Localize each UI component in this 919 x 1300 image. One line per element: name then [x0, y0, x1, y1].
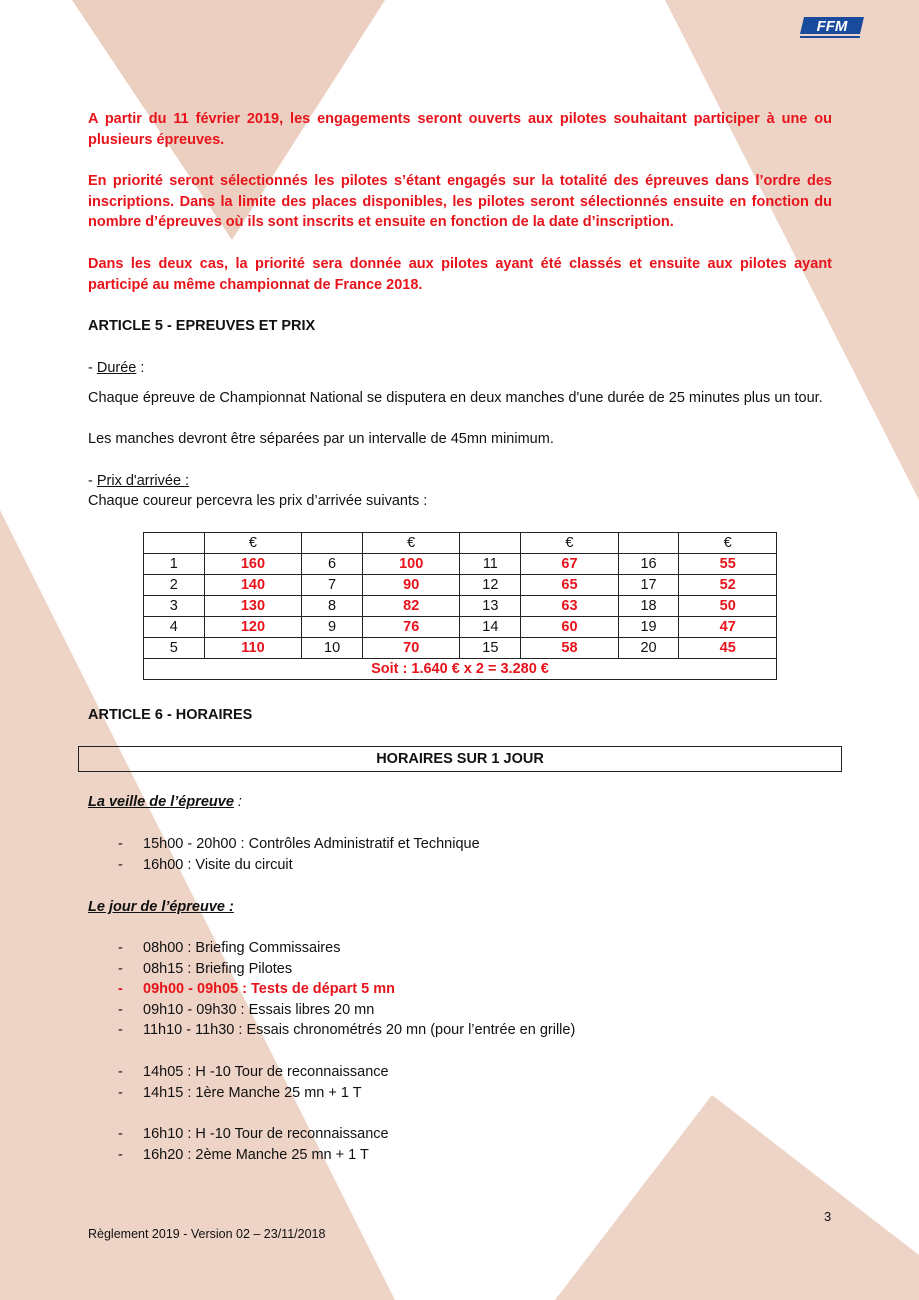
table-row — [144, 617, 777, 638]
prize-cell: 140 — [204, 575, 302, 596]
rank-cell: 16 — [618, 554, 679, 575]
prize-cell: 110 — [204, 638, 302, 659]
duree-label: Durée — [96, 360, 137, 376]
horaires-box-title: HORAIRES SUR 1 JOUR — [78, 746, 842, 772]
list-item: - 11h10 - 11h30 : Essais chronométrés 20 mn (pour l’entrée en grille) — [118, 1020, 818, 1041]
prize-cell: 67 — [521, 554, 619, 575]
intro-paragraph-2: En priorité seront sélectionnés les pilotes s’étant engagés sur la totalité des épreuves dans l’ordre des inscriptions. Dans la limite des places disponibles, les pilotes seront sélectionnés ensuite en fonction du nombre d’épreuves où ils sont inscrits et ensuite en fonction de la date d’inscription. — [88, 173, 832, 230]
prize-cell: 130 — [204, 596, 302, 617]
table-row — [144, 575, 777, 596]
list-item: - 15h00 - 20h00 : Contrôles Administratif et Technique — [118, 834, 818, 855]
rank-cell: 12 — [460, 575, 521, 596]
list-item-highlight: - 09h00 - 09h05 : Tests de départ 5 mn — [118, 979, 818, 1000]
rank-cell: 14 — [460, 617, 521, 638]
prix-label: Prix d'arrivée : — [96, 473, 190, 489]
rank-cell: 8 — [302, 596, 363, 617]
prize-cell: 70 — [362, 638, 460, 659]
rank-cell: 15 — [460, 638, 521, 659]
rank-cell: 5 — [144, 638, 205, 659]
rank-cell: 2 — [144, 575, 205, 596]
intro-paragraph-1: A partir du 11 février 2019, les engagements seront ouverts aux pilotes souhaitant participer à une ou plusieurs épreuves. — [88, 111, 832, 148]
prize-cell: 160 — [204, 554, 302, 575]
prize-total-row — [144, 659, 777, 680]
prix-text: Chaque coureur percevra les prix d’arrivée suivants : — [88, 493, 428, 509]
rank-cell: 17 — [618, 575, 679, 596]
rank-cell: 6 — [302, 554, 363, 575]
footer-version: Règlement 2019 - Version 02 – 23/11/2018 — [88, 1227, 326, 1241]
page-number: 3 — [824, 1209, 832, 1224]
article6-title: ARTICLE 6 - HORAIRES — [88, 707, 253, 723]
prize-cell: 55 — [679, 554, 777, 575]
rank-cell: 18 — [618, 596, 679, 617]
jour-list-race2 — [118, 1124, 818, 1165]
prize-total: Soit : 1.640 € x 2 = 3.280 € — [144, 659, 777, 680]
jour-label: Le jour de l’épreuve : — [88, 899, 234, 915]
currency-header: € — [521, 533, 619, 554]
ffm-logo — [798, 14, 866, 42]
veille-list — [118, 834, 818, 875]
rank-cell: 20 — [618, 638, 679, 659]
prize-cell: 76 — [362, 617, 460, 638]
jour-heading — [88, 897, 832, 918]
rank-cell: 13 — [460, 596, 521, 617]
currency-header: € — [679, 533, 777, 554]
jour-list-morning — [118, 938, 818, 1041]
prize-table-header — [144, 533, 777, 554]
list-item: - 16h20 : 2ème Manche 25 mn + 1 T — [118, 1145, 818, 1166]
prize-cell: 50 — [679, 596, 777, 617]
duree-text-2: Les manches devront être séparées par un intervalle de 45mn minimum. — [88, 431, 554, 447]
rank-cell: 4 — [144, 617, 205, 638]
veille-heading — [88, 792, 832, 813]
prize-table — [143, 532, 777, 680]
rank-cell: 11 — [460, 554, 521, 575]
table-row — [144, 596, 777, 617]
rank-cell: 3 — [144, 596, 205, 617]
prize-cell: 65 — [521, 575, 619, 596]
rank-cell: 19 — [618, 617, 679, 638]
veille-label: La veille de l’épreuve — [88, 794, 234, 810]
list-item: - 16h00 : Visite du circuit — [118, 855, 818, 876]
intro-paragraph-3: Dans les deux cas, la priorité sera donnée aux pilotes ayant été classés et ensuite aux pilotes ayant participé au même championnat de France 2018. — [88, 256, 832, 293]
table-row — [144, 554, 777, 575]
duree-suffix: : — [136, 360, 145, 376]
prize-cell: 47 — [679, 617, 777, 638]
list-item: - 16h10 : H -10 Tour de reconnaissance — [118, 1124, 818, 1145]
rank-cell: 7 — [302, 575, 363, 596]
logo-text: FFM — [816, 18, 848, 35]
prix-prefix: - — [88, 473, 97, 489]
prize-cell: 120 — [204, 617, 302, 638]
currency-header: € — [362, 533, 460, 554]
list-item: - 14h05 : H -10 Tour de reconnaissance — [118, 1062, 818, 1083]
rank-cell: 1 — [144, 554, 205, 575]
prize-cell: 90 — [362, 575, 460, 596]
duree-line — [88, 358, 832, 379]
article5-title: ARTICLE 5 - EPREUVES ET PRIX — [88, 318, 316, 334]
list-item: - 14h15 : 1ère Manche 25 mn + 1 T — [118, 1083, 818, 1104]
duree-text-1: Chaque épreuve de Championnat National se disputera en deux manches d'une durée de 25 minutes plus un tour. — [88, 390, 823, 406]
rank-cell: 9 — [302, 617, 363, 638]
prix-line — [88, 471, 832, 492]
prize-cell: 63 — [521, 596, 619, 617]
list-item: - 08h15 : Briefing Pilotes — [118, 959, 818, 980]
prize-cell: 60 — [521, 617, 619, 638]
bg-triangle-top-right — [665, 0, 919, 500]
jour-list-race1 — [118, 1062, 818, 1103]
currency-header: € — [204, 533, 302, 554]
list-item: - 09h10 - 09h30 : Essais libres 20 mn — [118, 1000, 818, 1021]
table-row — [144, 638, 777, 659]
duree-prefix: - — [88, 360, 97, 376]
prize-cell: 52 — [679, 575, 777, 596]
prize-cell: 58 — [521, 638, 619, 659]
prize-cell: 45 — [679, 638, 777, 659]
veille-suffix: : — [233, 794, 242, 810]
prize-cell: 100 — [362, 554, 460, 575]
rank-cell: 10 — [302, 638, 363, 659]
list-item: - 08h00 : Briefing Commissaires — [118, 938, 818, 959]
prize-cell: 82 — [362, 596, 460, 617]
